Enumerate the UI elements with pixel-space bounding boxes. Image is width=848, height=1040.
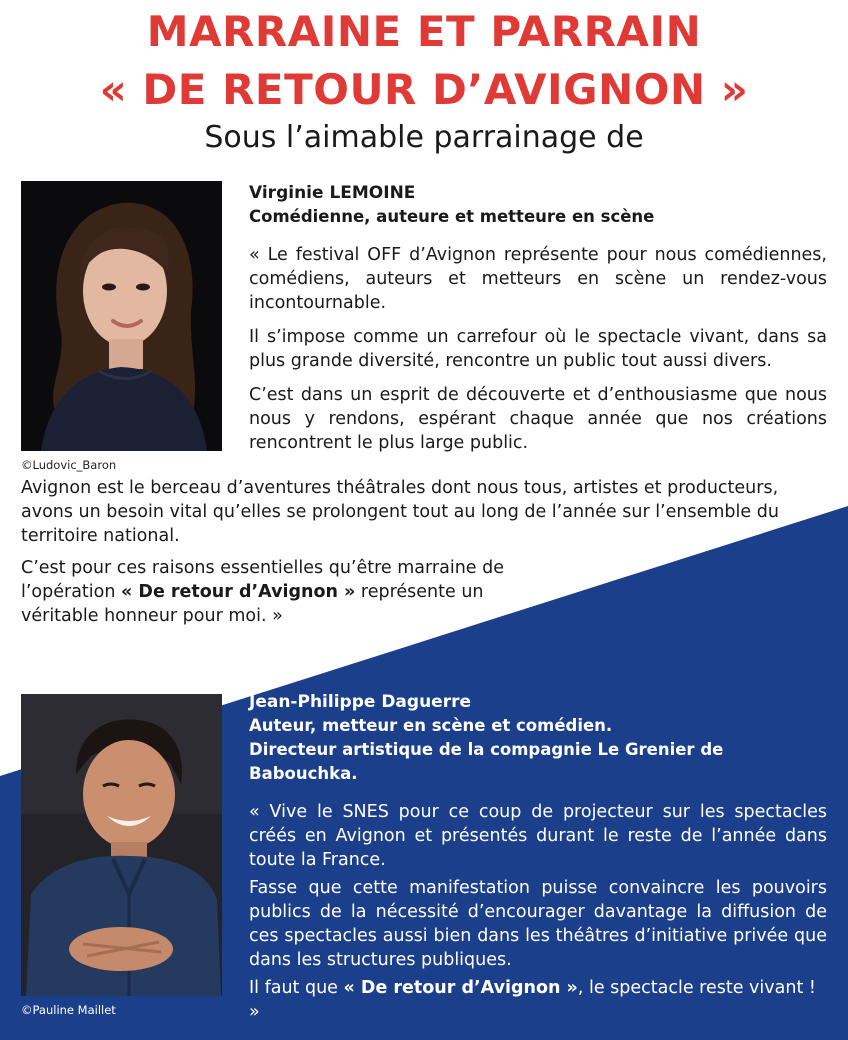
parrain-quote-paragraph-3 (249, 976, 827, 1024)
marraine-section (249, 181, 827, 465)
parrain-quote (249, 800, 827, 1024)
marraine-photo-credit: ©Ludovic_Baron (21, 458, 117, 472)
marraine-quote-paragraph-1: « Le festival OFF d’Avignon représente pour nous comédiennes, comédiens, auteurs et metteurs en scène un rendez-vous incontournable. (249, 245, 827, 313)
parrain-quote-p3-before: Il faut que (249, 978, 344, 998)
parrain-role-line-2: Directeur artistique de la compagnie Le Grenier de Babouchka. (249, 740, 724, 783)
parrain-role-line-1: Auteur, metteur en scène et comédien. (249, 716, 613, 735)
marraine-quote-paragraph-2: Il s’impose comme un carrefour où le spectacle vivant, dans sa plus grande diversité, rencontre un public tout aussi divers. (249, 327, 827, 371)
parrain-name: Jean-Philippe Daguerre (249, 692, 471, 712)
page-subtitle: Sous l’aimable parrainage de (204, 120, 644, 155)
parrain-photo-credit: ©Pauline Maillet (21, 1003, 116, 1017)
marraine-role: Comédienne, auteure et metteure en scène (249, 207, 655, 226)
marraine-quote-paragraph-4: Avignon est le berceau d’aventures théâtrales dont nous tous, artistes et producteurs, avons un besoin vital qu’elles se prolongent tout au long de l’année sur l’ensemble du territoire national. (21, 478, 779, 546)
marraine-quote-paragraph-3: C’est dans un esprit de découverte et d’enthousiasme que nous nous y rendons, espérant chaque année que nos créations rencontrent le plus large public. (249, 385, 827, 453)
operation-name-bold-2: « De retour d’Avignon » (343, 978, 578, 998)
marraine-quote-p5-before: C’est pour ces raisons essentielles qu’être marraine de l’opération (21, 558, 504, 602)
parrain-quote-p3-after: , le spectacle reste vivant ! » (249, 978, 816, 1022)
marraine-quote-continued (21, 476, 811, 636)
parrain-quote-paragraph-1: « Vive le SNES pour ce coup de projecteur sur les spectacles créés en Avignon et présentés durant le reste de l’année dans toute la France. (249, 802, 827, 870)
page-title-line-1: MARRAINE ET PARRAIN (146, 7, 702, 56)
operation-name-bold: « De retour d’Avignon » (121, 582, 356, 602)
marraine-quote (249, 243, 827, 455)
parrain-photo (21, 694, 222, 996)
marraine-quote-paragraph-5 (21, 556, 521, 628)
parrain-section (249, 690, 827, 1028)
marraine-photo (21, 181, 222, 451)
marraine-quote-p5-after: représente un véritable honneur pour moi. » (21, 582, 484, 626)
parrain-quote-paragraph-2: Fasse que cette manifestation puisse convaincre les pouvoirs publics de la nécessité d’encourager davantage la diffusion de ces spectacles aussi bien dans les théâtres d’initiative privée que dans les structures publiques. (249, 878, 827, 970)
page-title-line-2: « DE RETOUR D’AVIGNON » (99, 65, 749, 114)
marraine-name: Virginie LEMOINE (249, 183, 416, 203)
